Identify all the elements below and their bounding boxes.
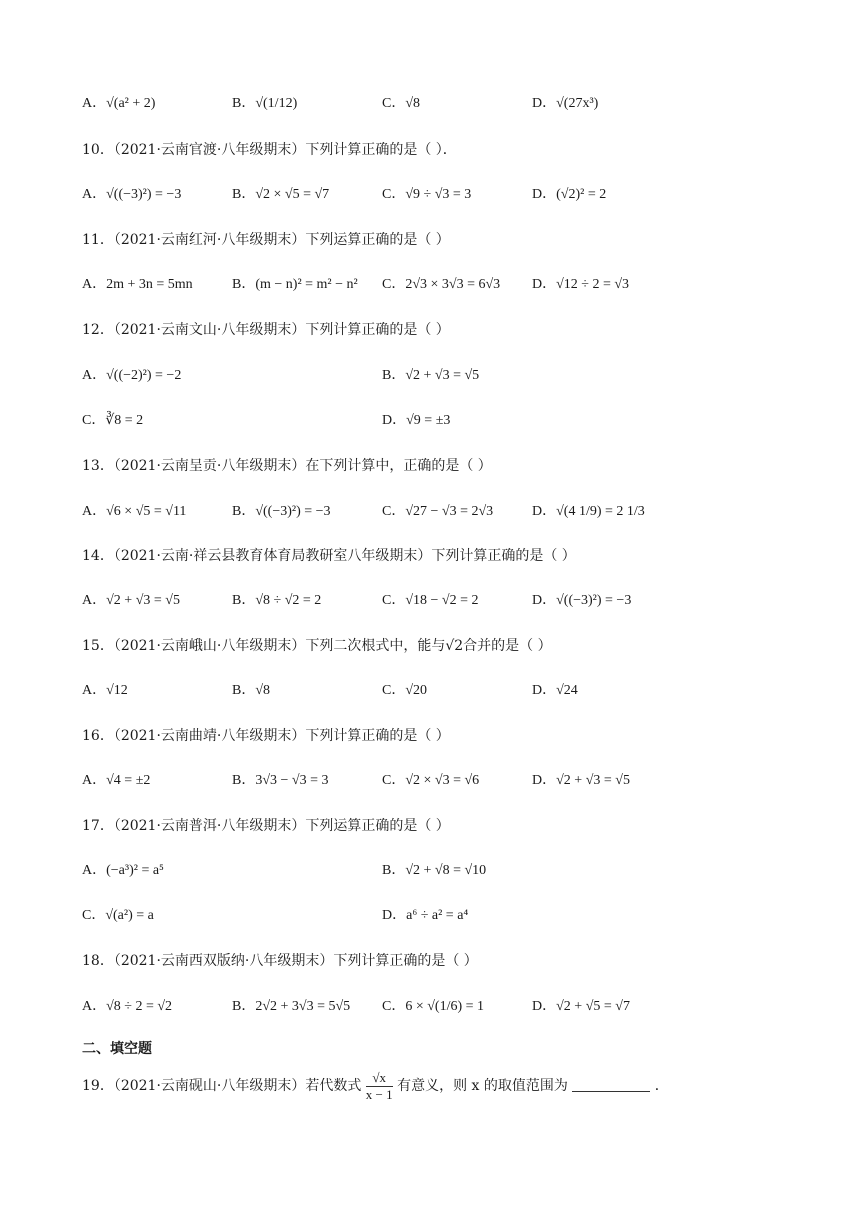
q12-option-c: C．∛8 = 2 xyxy=(82,413,144,428)
q11-option-c: C．2√3 × 3√3 = 6√3 xyxy=(382,277,501,292)
q9-option-b: B．√(1/12) xyxy=(232,96,298,111)
q14-stem: 14．（2021·云南·祥云县教育体育局教研室八年级期末）下列计算正确的是（ ） xyxy=(82,548,576,564)
section-heading: 二、填空题 xyxy=(82,1041,152,1057)
q9-option-a: A．√(a² + 2) xyxy=(82,96,156,111)
q14-option-d: D．√((−3)²) = −3 xyxy=(532,593,632,608)
q14-option-b: B．√8 ÷ √2 = 2 xyxy=(232,593,322,608)
q19-fraction xyxy=(366,1070,393,1103)
q13-stem: 13．（2021·云南呈贡·八年级期末）在下列计算中，正确的是（ ） xyxy=(82,458,492,474)
q13-option-b: B．√((−3)²) = −3 xyxy=(232,504,331,519)
q19-fraction-numerator: √x xyxy=(366,1070,393,1087)
q19-end: ． xyxy=(654,1078,669,1094)
q11-option-b: B．(m − n)² = m² − n² xyxy=(232,277,358,292)
q16-option-d: D．√2 + √3 = √5 xyxy=(532,773,630,788)
q17-option-b: B．√2 + √8 = √10 xyxy=(382,863,487,878)
q17-option-a: A．(−a³)² = a⁵ xyxy=(82,863,164,878)
q11-option-a: A．2m + 3n = 5mn xyxy=(82,277,193,292)
q10-option-d: D．(√2)² = 2 xyxy=(532,187,607,202)
q10-option-a: A．√((−3)²) = −3 xyxy=(82,187,182,202)
q17-stem: 17．（2021·云南普洱·八年级期末）下列运算正确的是（ ） xyxy=(82,818,450,834)
q14-option-a: A．√2 + √3 = √5 xyxy=(82,593,180,608)
q15-stem: 15．（2021·云南峨山·八年级期末）下列二次根式中，能与√2合并的是（ ） xyxy=(82,638,552,654)
q13-option-c: C．√27 − √3 = 2√3 xyxy=(382,504,494,519)
q18-option-a: A．√8 ÷ 2 = √2 xyxy=(82,999,173,1014)
q18-option-d: D．√2 + √5 = √7 xyxy=(532,999,630,1014)
q11-option-d: D．√12 ÷ 2 = √3 xyxy=(532,277,630,292)
q16-option-b: B．3√3 − √3 = 3 xyxy=(232,773,329,788)
q12-option-a: A．√((−2)²) = −2 xyxy=(82,368,182,383)
q18-option-b: B．2√2 + 3√3 = 5√5 xyxy=(232,999,351,1014)
q16-stem: 16．（2021·云南曲靖·八年级期末）下列计算正确的是（ ） xyxy=(82,728,450,744)
q18-stem: 18．（2021·云南西双版纳·八年级期末）下列计算正确的是（ ） xyxy=(82,953,478,969)
q19-fraction-denominator: x − 1 xyxy=(365,1086,393,1102)
q19-stem xyxy=(82,1068,800,1104)
q15-option-a: A．√12 xyxy=(82,683,128,698)
q13-option-a: A．√6 × √5 = √11 xyxy=(82,504,187,519)
q12-stem: 12．（2021·云南文山·八年级期末）下列计算正确的是（ ） xyxy=(82,322,450,338)
q12-option-d: D．√9 = ±3 xyxy=(382,413,451,428)
q12-option-b: B．√2 + √3 = √5 xyxy=(382,368,480,383)
q13-option-d: D．√(4 1/9) = 2 1/3 xyxy=(532,504,645,519)
q15-option-b: B．√8 xyxy=(232,683,271,698)
q19-answer-blank[interactable] xyxy=(572,1077,650,1092)
q10-stem: 10．（2021·云南官渡·八年级期末）下列计算正确的是（ ）． xyxy=(82,142,457,158)
q15-option-d: D．√24 xyxy=(532,683,578,698)
q16-option-c: C．√2 × √3 = √6 xyxy=(382,773,480,788)
q15-option-c: C．√20 xyxy=(382,683,428,698)
q19-suffix: 有意义，则 x 的取值范围为 xyxy=(397,1078,568,1094)
q10-option-c: C．√9 ÷ √3 = 3 xyxy=(382,187,472,202)
q16-option-a: A．√4 = ±2 xyxy=(82,773,151,788)
q9-option-c: C．√8 xyxy=(382,96,421,111)
q18-option-c: C．6 × √(1/6) = 1 xyxy=(382,999,485,1014)
q19-prefix: 19．（2021·云南砚山·八年级期末）若代数式 xyxy=(82,1078,362,1094)
q11-stem: 11．（2021·云南红河·八年级期末）下列运算正确的是（ ） xyxy=(82,232,450,248)
q9-option-d: D．√(27x³) xyxy=(532,96,599,111)
q17-option-c: C．√(a²) = a xyxy=(82,908,154,923)
q14-option-c: C．√18 − √2 = 2 xyxy=(382,593,479,608)
q17-option-d: D．a⁶ ÷ a² = a⁴ xyxy=(382,908,469,923)
q10-option-b: B．√2 × √5 = √7 xyxy=(232,187,330,202)
